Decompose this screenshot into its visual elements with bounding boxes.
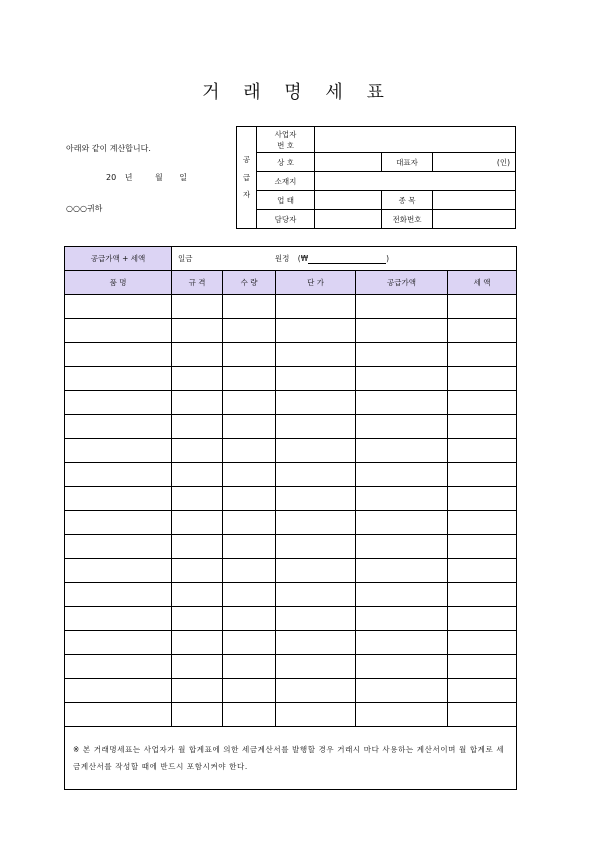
table-row <box>65 631 517 655</box>
table-row <box>65 487 517 511</box>
table-row <box>65 415 517 439</box>
tax-amount-cell[interactable] <box>448 343 517 367</box>
item-type-label: 종 목 <box>382 191 433 210</box>
total-won-label: 원정 <box>274 254 290 263</box>
item-name-cell[interactable] <box>65 487 172 511</box>
spec-cell[interactable] <box>172 487 223 511</box>
unit-price-cell[interactable] <box>276 319 356 343</box>
tax-amount-cell[interactable] <box>448 511 517 535</box>
quantity-cell[interactable] <box>223 295 276 319</box>
quantity-cell[interactable] <box>223 367 276 391</box>
spec-cell[interactable] <box>172 535 223 559</box>
item-name-cell[interactable] <box>65 295 172 319</box>
table-row <box>65 439 517 463</box>
tax-amount-cell[interactable] <box>448 319 517 343</box>
quantity-cell[interactable] <box>223 535 276 559</box>
item-name-cell[interactable] <box>65 559 172 583</box>
supply-amount-cell[interactable] <box>356 319 448 343</box>
supplier-side-label <box>237 127 257 229</box>
total-amount-line[interactable] <box>308 255 386 264</box>
items-table <box>64 246 517 790</box>
column-header-tax-amount: 세 액 <box>448 271 517 295</box>
supply-amount-cell[interactable] <box>356 655 448 679</box>
item-name-cell[interactable] <box>65 535 172 559</box>
table-row <box>65 535 517 559</box>
tax-amount-cell[interactable] <box>448 463 517 487</box>
table-row <box>65 511 517 535</box>
item-type-field[interactable] <box>433 191 516 210</box>
spec-cell[interactable] <box>172 343 223 367</box>
unit-price-cell[interactable] <box>276 415 356 439</box>
column-header-spec: 규 격 <box>172 271 223 295</box>
supplier-side-char-1: 공 <box>242 155 251 165</box>
item-name-cell[interactable] <box>65 583 172 607</box>
supply-amount-cell[interactable] <box>356 391 448 415</box>
supply-amount-cell[interactable] <box>356 703 448 727</box>
manager-field[interactable] <box>315 210 382 229</box>
tax-amount-cell[interactable] <box>448 679 517 703</box>
spec-cell[interactable] <box>172 415 223 439</box>
supply-amount-cell[interactable] <box>356 631 448 655</box>
supply-amount-cell[interactable] <box>356 463 448 487</box>
unit-price-cell[interactable] <box>276 559 356 583</box>
quantity-cell[interactable] <box>223 607 276 631</box>
supply-amount-cell[interactable] <box>356 367 448 391</box>
spec-cell[interactable] <box>172 367 223 391</box>
spec-cell[interactable] <box>172 679 223 703</box>
business-type-label: 업 태 <box>257 191 315 210</box>
supplier-side-char-2: 급 <box>242 172 251 182</box>
item-name-cell[interactable] <box>65 367 172 391</box>
total-label: 공급가액 + 세액 <box>65 247 172 271</box>
tax-amount-cell[interactable] <box>448 559 517 583</box>
unit-price-cell[interactable] <box>276 655 356 679</box>
table-row <box>65 607 517 631</box>
business-type-field[interactable] <box>315 191 382 210</box>
table-row <box>65 679 517 703</box>
table-row <box>65 343 517 367</box>
item-name-cell[interactable] <box>65 703 172 727</box>
tax-amount-cell[interactable] <box>448 295 517 319</box>
company-label: 상 호 <box>257 153 315 172</box>
quantity-cell[interactable] <box>223 319 276 343</box>
item-name-cell[interactable] <box>65 679 172 703</box>
item-name-cell[interactable] <box>65 415 172 439</box>
company-field[interactable] <box>315 153 382 172</box>
item-name-cell[interactable] <box>65 607 172 631</box>
table-row <box>65 583 517 607</box>
intro-text: 아래와 같이 계산합니다. <box>66 144 151 153</box>
quantity-cell[interactable] <box>223 559 276 583</box>
address-field[interactable] <box>315 172 516 191</box>
spec-cell[interactable] <box>172 607 223 631</box>
spec-cell[interactable] <box>172 439 223 463</box>
seal-label: (인) <box>496 157 511 167</box>
tax-amount-cell[interactable] <box>448 535 517 559</box>
spec-cell[interactable] <box>172 463 223 487</box>
unit-price-cell[interactable] <box>276 535 356 559</box>
column-header-supply-amount: 공급가액 <box>356 271 448 295</box>
tax-amount-cell[interactable] <box>448 439 517 463</box>
unit-price-cell[interactable] <box>276 607 356 631</box>
quantity-cell[interactable] <box>223 463 276 487</box>
spec-cell[interactable] <box>172 559 223 583</box>
supply-amount-cell[interactable] <box>356 439 448 463</box>
unit-price-cell[interactable] <box>276 367 356 391</box>
phone-label: 전화번호 <box>382 210 433 229</box>
footnote: ※ 본 거래명세표는 사업자가 월 합계표에 의한 세금계산서를 발행할 경우 거래시 마다 사용하는 계산서이며 월 합계로 세금계산서를 작성할 때에 반드시 포함시켜야 한다. <box>65 727 517 790</box>
item-name-cell[interactable] <box>65 439 172 463</box>
total-prefix: 일금 <box>178 254 193 263</box>
spec-cell[interactable] <box>172 295 223 319</box>
column-header-item-name: 품 명 <box>65 271 172 295</box>
unit-price-cell[interactable] <box>276 391 356 415</box>
supply-amount-cell[interactable] <box>356 679 448 703</box>
total-paren-close: ) <box>386 254 390 263</box>
table-row <box>65 295 517 319</box>
phone-field[interactable] <box>433 210 516 229</box>
spec-cell[interactable] <box>172 631 223 655</box>
table-row <box>65 703 517 727</box>
table-row <box>65 367 517 391</box>
supply-amount-cell[interactable] <box>356 583 448 607</box>
quantity-cell[interactable] <box>223 439 276 463</box>
quantity-cell[interactable] <box>223 415 276 439</box>
column-header-row <box>65 271 517 295</box>
supply-amount-cell[interactable] <box>356 415 448 439</box>
supplier-side-char-3: 자 <box>242 190 251 200</box>
unit-price-cell[interactable] <box>276 511 356 535</box>
quantity-cell[interactable] <box>223 631 276 655</box>
ceo-field[interactable] <box>433 153 516 172</box>
tax-amount-cell[interactable] <box>448 367 517 391</box>
item-name-cell[interactable] <box>65 631 172 655</box>
quantity-cell[interactable] <box>223 487 276 511</box>
supply-amount-cell[interactable] <box>356 607 448 631</box>
unit-price-cell[interactable] <box>276 679 356 703</box>
unit-price-cell[interactable] <box>276 487 356 511</box>
reg-no-label <box>257 127 315 153</box>
reg-no-label-line2: 번 호 <box>277 140 294 150</box>
unit-price-cell[interactable] <box>276 703 356 727</box>
date-year: 20 <box>106 173 117 182</box>
item-name-cell[interactable] <box>65 319 172 343</box>
issue-date <box>106 172 187 183</box>
supply-amount-cell[interactable] <box>356 511 448 535</box>
quantity-cell[interactable] <box>223 511 276 535</box>
supply-amount-cell[interactable] <box>356 535 448 559</box>
total-amount-field[interactable] <box>172 247 517 271</box>
supplier-table <box>236 126 516 229</box>
unit-price-cell[interactable] <box>276 295 356 319</box>
column-header-quantity: 수 량 <box>223 271 276 295</box>
table-row <box>65 319 517 343</box>
supply-amount-cell[interactable] <box>356 295 448 319</box>
supply-amount-cell[interactable] <box>356 559 448 583</box>
tax-amount-cell[interactable] <box>448 631 517 655</box>
spec-cell[interactable] <box>172 655 223 679</box>
column-header-unit-price: 단 가 <box>276 271 356 295</box>
item-name-cell[interactable] <box>65 343 172 367</box>
unit-price-cell[interactable] <box>276 463 356 487</box>
unit-price-cell[interactable] <box>276 343 356 367</box>
spec-cell[interactable] <box>172 511 223 535</box>
tax-amount-cell[interactable] <box>448 391 517 415</box>
tax-amount-cell[interactable] <box>448 607 517 631</box>
total-paren-open: (₩ <box>297 254 309 263</box>
quantity-cell[interactable] <box>223 655 276 679</box>
unit-price-cell[interactable] <box>276 631 356 655</box>
spec-cell[interactable] <box>172 583 223 607</box>
supply-amount-cell[interactable] <box>356 343 448 367</box>
table-row <box>65 391 517 415</box>
table-row <box>65 559 517 583</box>
address-label: 소재지 <box>257 172 315 191</box>
unit-price-cell[interactable] <box>276 439 356 463</box>
reg-no-field[interactable] <box>315 127 516 153</box>
table-row <box>65 655 517 679</box>
spec-cell[interactable] <box>172 319 223 343</box>
tax-amount-cell[interactable] <box>448 703 517 727</box>
table-row <box>65 463 517 487</box>
document-title: 거 래 명 세 표 <box>202 82 393 103</box>
quantity-cell[interactable] <box>223 679 276 703</box>
item-name-cell[interactable] <box>65 463 172 487</box>
quantity-cell[interactable] <box>223 391 276 415</box>
date-day-unit: 일 <box>179 173 188 182</box>
supply-amount-cell[interactable] <box>356 487 448 511</box>
tax-amount-cell[interactable] <box>448 487 517 511</box>
quantity-cell[interactable] <box>223 583 276 607</box>
manager-label: 담당자 <box>257 210 315 229</box>
tax-amount-cell[interactable] <box>448 415 517 439</box>
item-name-cell[interactable] <box>65 391 172 415</box>
tax-amount-cell[interactable] <box>448 583 517 607</box>
quantity-cell[interactable] <box>223 343 276 367</box>
tax-amount-cell[interactable] <box>448 655 517 679</box>
ceo-label: 대표자 <box>382 153 433 172</box>
unit-price-cell[interactable] <box>276 583 356 607</box>
item-rows <box>65 295 517 727</box>
item-name-cell[interactable] <box>65 655 172 679</box>
spec-cell[interactable] <box>172 703 223 727</box>
date-year-unit: 년 <box>124 173 133 182</box>
date-month-unit: 월 <box>155 173 163 182</box>
quantity-cell[interactable] <box>223 703 276 727</box>
recipient: ○○○귀하 <box>66 204 103 213</box>
item-name-cell[interactable] <box>65 511 172 535</box>
reg-no-label-line1: 사업자 <box>274 129 297 139</box>
spec-cell[interactable] <box>172 391 223 415</box>
